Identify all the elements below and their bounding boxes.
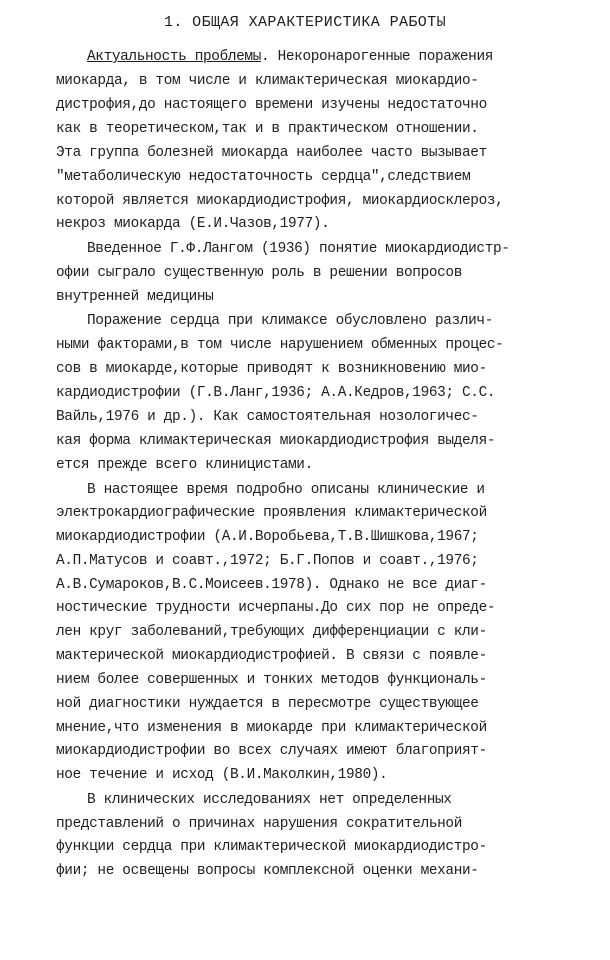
text-line <box>56 765 387 785</box>
line-text: дистрофия,до настоящего времени изучены недостаточно <box>56 97 487 113</box>
text-line <box>87 311 493 331</box>
line-text: функции сердца при климактерической миокардиодистро- <box>56 839 487 855</box>
text-line <box>56 694 479 714</box>
text-line <box>56 167 470 187</box>
line-text: сов в миокарде,которые приводят к возникновению мио- <box>56 361 487 377</box>
text-line <box>56 598 495 618</box>
line-text: нием более совершенных и тонких методов функциональ- <box>56 672 487 688</box>
text-line <box>56 837 487 857</box>
text-line <box>56 814 462 834</box>
line-text: как в теоретическом,так и в практическом отношении. <box>56 121 479 137</box>
line-text: мактерической миокардиодистрофией. В связи с появле- <box>56 648 487 664</box>
line-text: миокарда, в том числе и климактерическая миокардио- <box>56 73 479 89</box>
line-text: ностические трудности исчерпаны.До сих пор не опреде- <box>56 600 496 616</box>
line-text: ной диагностики нуждается в пересмотре существующее <box>56 696 479 712</box>
line-text: офии сыграло существенную роль в решении вопросов <box>56 265 463 281</box>
line-text: . Некоронарогенные поражения <box>261 49 494 65</box>
line-text: "метаболическую недостаточность сердца",следствием <box>56 169 471 185</box>
text-line <box>87 47 493 67</box>
text-line <box>56 431 495 451</box>
text-line <box>56 119 479 139</box>
text-line <box>56 741 487 761</box>
text-line <box>56 263 462 283</box>
text-line <box>87 239 510 259</box>
text-line <box>56 407 479 427</box>
text-line <box>56 527 479 547</box>
text-line <box>56 214 329 234</box>
line-text: Эта группа болезней миокарда наиболее часто вызывает <box>56 145 487 161</box>
text-line <box>56 287 213 307</box>
line-text: кардиодистрофии (Г.В.Ланг,1936; А.А.Кедров,1963; С.С. <box>56 385 496 401</box>
line-text: фии; не освещены вопросы комплексной оценки механи- <box>56 863 479 879</box>
line-text: ное течение и исход (В.И.Маколкин,1980). <box>56 767 388 783</box>
text-line <box>87 480 485 500</box>
line-text: А.П.Матусов и соавт.,1972; Б.Г.Попов и соавт.,1976; <box>56 553 479 569</box>
line-text: ными факторами,в том числе нарушением обменных процес- <box>56 337 504 353</box>
line-text: Вайль,1976 и др.). Как самостоятельная нозологичес- <box>56 409 479 425</box>
text-line <box>87 790 452 810</box>
line-text: лен круг заболеваний,требующих дифференциации с кли- <box>56 624 487 640</box>
line-text: В клинических исследованиях нет определенных <box>87 792 452 808</box>
line-text: В настоящее время подробно описаны клинические и <box>87 482 485 498</box>
line-text: миокардиодистрофии (А.И.Воробьева,Т.В.Шишкова,1967; <box>56 529 479 545</box>
text-line <box>56 670 487 690</box>
section-heading: 1. ОБЩАЯ ХАРАКТЕРИСТИКА РАБОТЫ <box>163 14 447 31</box>
text-line <box>56 718 487 738</box>
line-text: представлений о причинах нарушения сократительной <box>56 816 463 832</box>
line-text: электрокардиографические проявления климактерической <box>56 505 487 521</box>
text-line <box>56 551 479 571</box>
line-text: кая форма климактерическая миокардиодистрофия выделя- <box>56 433 496 449</box>
line-text: внутренней медицины <box>56 289 214 305</box>
text-line <box>56 575 487 595</box>
underlined-run-in-heading: Актуальность проблемы <box>87 49 262 65</box>
text-line <box>56 622 487 642</box>
line-text: мнение,что изменения в миокарде при климактерической <box>56 720 487 736</box>
text-line <box>56 861 479 881</box>
text-line <box>56 359 487 379</box>
text-line <box>56 335 503 355</box>
line-text: Введенное Г.Ф.Лангом (1936) понятие миокардиодистр- <box>87 241 510 257</box>
text-line <box>56 646 487 666</box>
line-text: некроз миокарда (Е.И.Чазов,1977). <box>56 216 330 232</box>
text-line <box>56 383 495 403</box>
text-line <box>56 455 313 475</box>
text-line <box>56 143 487 163</box>
text-line <box>56 95 487 115</box>
line-text: которой является миокардиодистрофия, миокардиосклероз, <box>56 193 504 209</box>
line-text: Поражение сердца при климаксе обусловлено различ- <box>87 313 494 329</box>
text-line <box>56 71 479 91</box>
text-line <box>56 191 503 211</box>
line-text: ется прежде всего клиницистами. <box>56 457 313 473</box>
line-text: А.В.Сумароков,В.С.Моисеев.1978). Однако не все диаг- <box>56 577 487 593</box>
text-line <box>56 503 487 523</box>
line-text: миокардиодистрофии во всех случаях имеют благоприят- <box>56 743 487 759</box>
